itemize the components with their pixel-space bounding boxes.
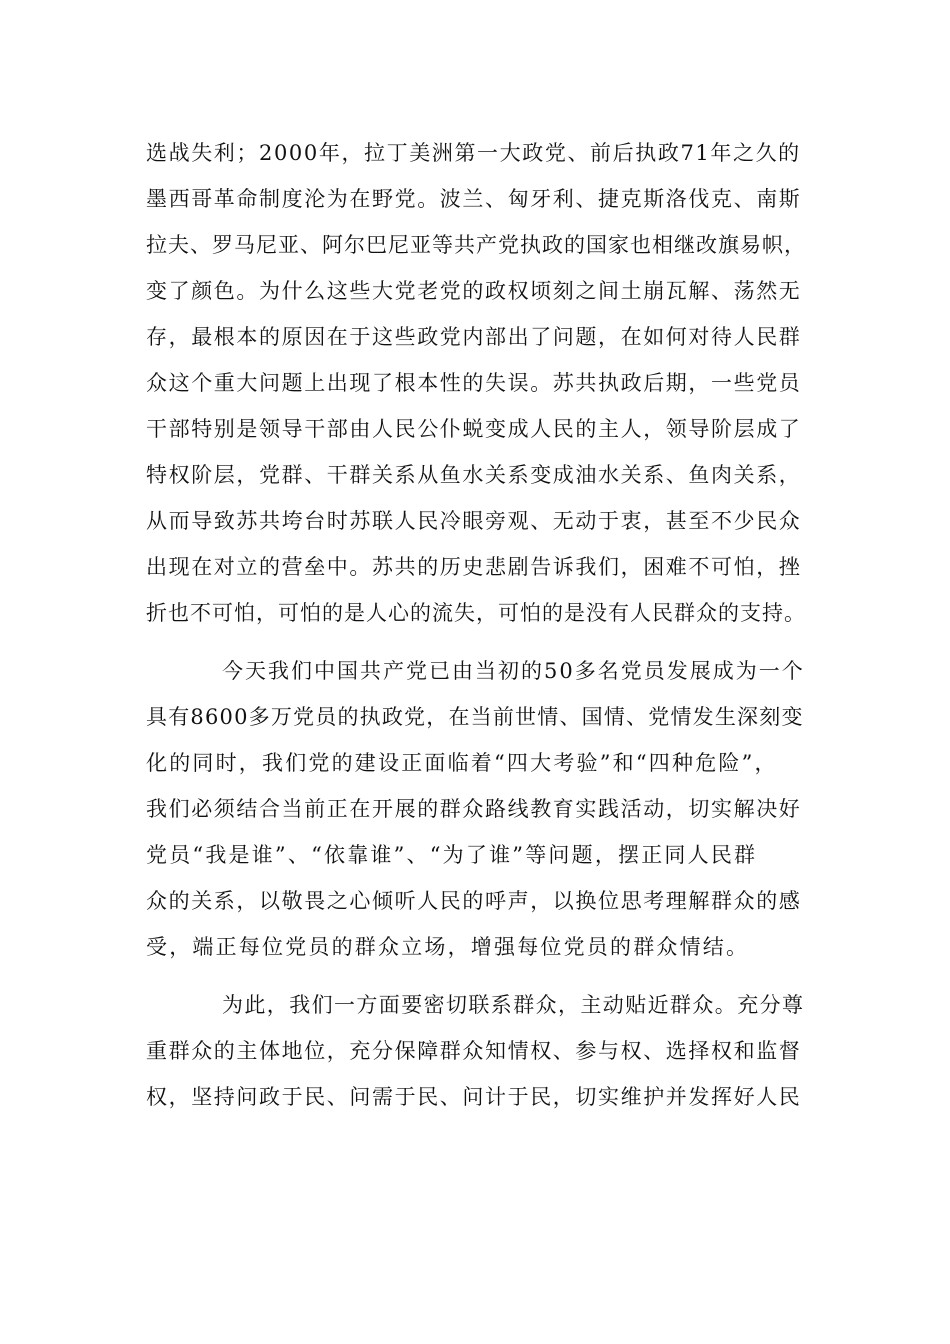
paragraph-spacer bbox=[146, 970, 806, 982]
text-line: 墨西哥革命制度沦为在野党。波兰、匈牙利、捷克斯洛伐克、南斯 bbox=[146, 187, 802, 211]
text-line: 从而导致苏共垮台时苏联人民冷眼旁观、无动于衷，甚至不少民众 bbox=[146, 509, 802, 533]
text-line: 存，最根本的原因在于这些政党内部出了问题，在如何对待人民群 bbox=[146, 325, 802, 349]
text-line: 众这个重大问题上出现了根本性的失误。苏共执政后期，一些党员 bbox=[146, 371, 802, 395]
text-line: 权，坚持问政于民、问需于民、问计于民，切实维护并发挥好人民 bbox=[146, 1085, 802, 1109]
text-line: 化的同时，我们党的建设正面临着“四大考验”和“四种危险”， bbox=[146, 751, 778, 775]
text-line: 重群众的主体地位，充分保障群众知情权、参与权、选择权和监督 bbox=[146, 1039, 802, 1063]
text-line-indented: 为此，我们一方面要密切联系群众，主动贴近群众。充分尊 bbox=[222, 993, 805, 1017]
text-line: 受，端正每位党员的群众立场，增强每位党员的群众情结。 bbox=[146, 935, 750, 959]
text-line: 干部特别是领导干部由人民公仆蜕变成人民的主人，领导阶层成了 bbox=[146, 417, 802, 441]
text-line: 折也不可怕，可怕的是人心的流失，可怕的是没有人民群众的支持。 bbox=[146, 601, 806, 625]
text-line: 党员“我是谁”、“依靠谁”、“为了谁”等问题，摆正同人民群 bbox=[146, 843, 758, 867]
paragraph-spacer bbox=[146, 636, 806, 648]
text-line: 具有8600多万党员的执政党，在当前世情、国情、党情发生深刻变 bbox=[146, 705, 804, 729]
text-line: 拉夫、罗马尼亚、阿尔巴尼亚等共产党执政的国家也相继改旗易帜， bbox=[146, 233, 806, 257]
paragraph-3 bbox=[146, 982, 806, 1120]
text-line: 出现在对立的营垒中。苏共的历史悲剧告诉我们，困难不可怕，挫 bbox=[146, 555, 802, 579]
text-line: 选战失利；2000年，拉丁美洲第一大政党、前后执政71年之久的 bbox=[146, 141, 801, 165]
body-text bbox=[146, 130, 806, 1120]
text-line: 特权阶层，党群、干群关系从鱼水关系变成油水关系、鱼肉关系， bbox=[146, 463, 802, 487]
text-line: 众的关系，以敬畏之心倾听人民的呼声，以换位思考理解群众的感 bbox=[146, 889, 802, 913]
paragraph-1 bbox=[146, 130, 806, 636]
text-line: 我们必须结合当前正在开展的群众路线教育实践活动，切实解决好 bbox=[146, 797, 802, 821]
text-line-indented: 今天我们中国共产党已由当初的50多名党员发展成为一个 bbox=[222, 659, 805, 683]
text-line: 变了颜色。为什么这些大党老党的政权顷刻之间土崩瓦解、荡然无 bbox=[146, 279, 802, 303]
paragraph-2 bbox=[146, 648, 806, 970]
